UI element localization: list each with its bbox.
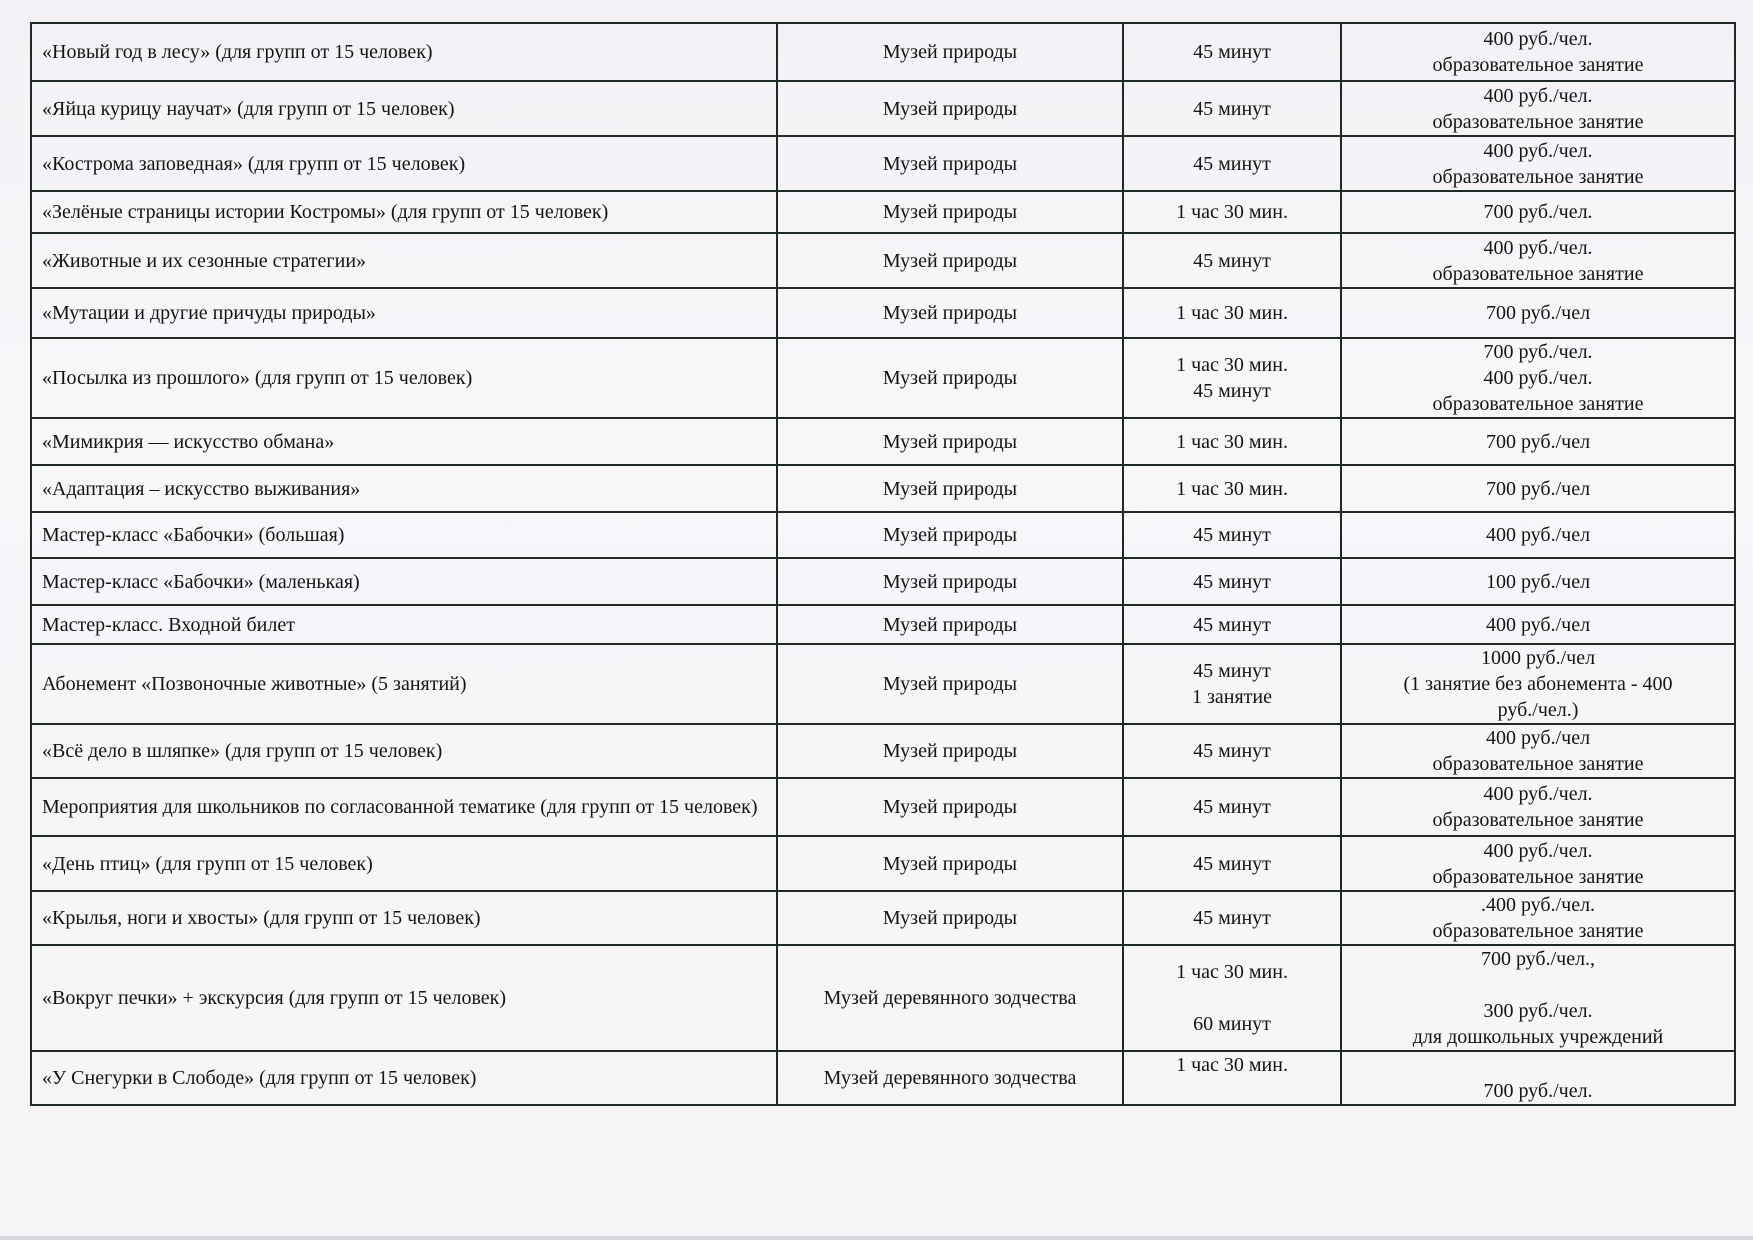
table-row [31,891,1735,945]
price-cell [1341,191,1735,233]
price-line: 300 руб./чел. [1483,1000,1593,1022]
price-cell [1341,778,1735,836]
duration-line: 45 минут [1193,41,1271,63]
program-name-cell: «Мимикрия — искусство обмана» [31,418,777,465]
museum-cell: Музей природы [777,724,1123,778]
table-row [31,512,1735,558]
duration-cell [1123,81,1341,136]
duration-line [1134,1078,1330,1104]
program-name-cell: «Крылья, ноги и хвосты» (для групп от 15 человек) [31,891,777,945]
table-row [31,836,1735,891]
price-line: образовательное занятие [1432,165,1644,188]
program-name-cell: «Адаптация – искусство выживания» [31,465,777,512]
table-row [31,136,1735,191]
duration-line [1134,985,1330,1011]
museum-cell: Музей природы [777,23,1123,81]
program-name-cell: «Новый год в лесу» (для групп от 15 человек) [31,23,777,81]
museum-cell: Музей природы [777,338,1123,418]
table-row [31,288,1735,338]
duration-line: 45 минут [1193,613,1271,636]
duration-cell [1123,1051,1341,1105]
price-line: образовательное занятие [1432,920,1644,942]
duration-cell [1123,945,1341,1051]
price-table-body [31,23,1735,1105]
duration-cell [1123,644,1341,724]
duration-line: 1 час 30 мин. [1176,477,1288,500]
duration-cell [1123,191,1341,233]
table-row [31,778,1735,836]
duration-cell [1123,23,1341,81]
duration-line: 45 минут [1193,660,1271,682]
duration-cell [1123,891,1341,945]
museum-cell: Музей природы [777,836,1123,891]
duration-line: 45 минут [1193,740,1271,762]
duration-line: 1 занятие [1192,686,1272,708]
duration-line: 1 час 30 мин. [1176,201,1288,223]
program-name-cell: Абонемент «Позвоночные животные» (5 занятий) [31,644,777,724]
duration-line: 45 минут [1193,570,1271,593]
duration-cell [1123,233,1341,288]
museum-cell: Музей природы [777,644,1123,724]
museum-cell: Музей природы [777,891,1123,945]
price-line: 400 руб./чел. [1483,139,1593,162]
price-line: образовательное занятие [1432,54,1644,76]
table-row [31,233,1735,288]
program-name-cell: «Вокруг печки» + экскурсия (для групп от 15 человек) [31,945,777,1051]
duration-line: 45 минут [1193,852,1271,875]
price-cell [1341,512,1735,558]
table-row [31,418,1735,465]
program-name-cell: «Животные и их сезонные стратегии» [31,233,777,288]
price-line: образовательное занятие [1432,753,1644,775]
duration-line: 45 минут [1193,524,1271,546]
duration-cell [1123,558,1341,605]
table-row [31,724,1735,778]
duration-line: 60 минут [1193,1013,1271,1035]
price-cell [1341,465,1735,512]
price-line: 700 руб./чел [1485,302,1591,324]
duration-line: 1 час 30 мин. [1176,961,1288,983]
table-row [31,23,1735,81]
museum-cell: Музей природы [777,778,1123,836]
duration-cell [1123,836,1341,891]
duration-line: 45 минут [1193,380,1271,402]
duration-cell [1123,512,1341,558]
price-cell [1341,724,1735,778]
duration-line: 45 минут [1193,796,1271,818]
price-cell [1341,338,1735,418]
duration-line: 45 минут [1193,249,1271,272]
price-line [1352,972,1724,998]
duration-line: 1 час 30 мин. [1176,302,1288,324]
price-line: 700 руб./чел [1485,477,1591,500]
table-row [31,81,1735,136]
price-cell [1341,136,1735,191]
price-cell [1341,23,1735,81]
price-cell [1341,644,1735,724]
table-row [31,191,1735,233]
price-line: 400 руб./чел. [1483,236,1593,259]
price-cell [1341,605,1735,644]
museum-cell: Музей природы [777,605,1123,644]
duration-line: 45 минут [1193,97,1271,120]
museum-cell: Музей природы [777,81,1123,136]
program-name-cell: «День птиц» (для групп от 15 человек) [31,836,777,891]
price-cell [1341,891,1735,945]
price-cell [1341,418,1735,465]
duration-cell [1123,724,1341,778]
price-line: 400 руб./чел [1485,727,1591,749]
museum-cell: Музей природы [777,465,1123,512]
price-line: 700 руб./чел. [1483,201,1593,223]
price-line: 400 руб./чел. [1483,84,1593,107]
museum-cell: Музей природы [777,558,1123,605]
program-name-cell: Мастер-класс «Бабочки» (большая) [31,512,777,558]
price-line: 700 руб./чел. [1483,1080,1593,1102]
price-line: 700 руб./чел [1485,430,1591,453]
price-line: 700 руб./чел., [1480,948,1596,970]
duration-line: 1 час 30 мин. [1176,1054,1288,1076]
program-name-cell: Мастер-класс «Бабочки» (маленькая) [31,558,777,605]
price-cell [1341,558,1735,605]
page-bottom-edge [0,1236,1753,1240]
museum-cell: Музей природы [777,418,1123,465]
program-name-cell: Мероприятия для школьников по согласованной тематике (для групп от 15 человек) [31,778,777,836]
duration-cell [1123,605,1341,644]
table-row [31,1051,1735,1105]
museum-cell: Музей природы [777,288,1123,338]
price-table [30,22,1736,1106]
program-name-cell: «Мутации и другие причуды природы» [31,288,777,338]
museum-cell: Музей природы [777,512,1123,558]
price-line [1352,1052,1724,1078]
price-cell [1341,81,1735,136]
price-line: образовательное занятие [1432,865,1644,888]
table-row [31,644,1735,724]
program-name-cell: «Яйца курицу научат» (для групп от 15 человек) [31,81,777,136]
program-name-cell: «Зелёные страницы истории Костромы» (для групп от 15 человек) [31,191,777,233]
price-line: образовательное занятие [1432,110,1644,133]
program-name-cell: «Посылка из прошлого» (для групп от 15 человек) [31,338,777,418]
duration-line: 45 минут [1193,907,1271,929]
price-cell [1341,1051,1735,1105]
museum-cell: Музей природы [777,233,1123,288]
duration-line: 45 минут [1193,152,1271,175]
duration-cell [1123,338,1341,418]
duration-cell [1123,418,1341,465]
price-line: 400 руб./чел. [1483,839,1593,862]
price-line: для дошкольных учреждений [1412,1026,1664,1048]
price-line: 700 руб./чел. [1483,341,1593,363]
price-line: (1 занятие без абонемента - 400 [1403,673,1673,695]
program-name-cell: «У Снегурки в Слободе» (для групп от 15 человек) [31,1051,777,1105]
duration-cell [1123,778,1341,836]
price-line: образовательное занятие [1432,809,1644,831]
duration-line: 1 час 30 мин. [1176,354,1288,376]
price-line: 400 руб./чел. [1483,367,1593,389]
price-line: руб./чел.) [1497,699,1579,721]
museum-cell: Музей природы [777,136,1123,191]
price-cell [1341,233,1735,288]
price-line: образовательное занятие [1432,262,1644,285]
price-line: 400 руб./чел [1485,524,1591,546]
table-row [31,338,1735,418]
duration-line: 1 час 30 мин. [1176,430,1288,453]
price-cell [1341,288,1735,338]
table-row [31,605,1735,644]
price-line: .400 руб./чел. [1480,894,1596,916]
program-name-cell: «Всё дело в шляпке» (для групп от 15 человек) [31,724,777,778]
price-line: 400 руб./чел. [1483,783,1593,805]
table-row [31,558,1735,605]
program-name-cell: «Кострома заповедная» (для групп от 15 человек) [31,136,777,191]
price-line: 400 руб./чел [1485,613,1591,636]
museum-cell: Музей деревянного зодчества [777,1051,1123,1105]
price-cell [1341,836,1735,891]
price-line: 1000 руб./чел [1480,647,1596,669]
price-line: 400 руб./чел. [1483,28,1593,50]
table-row [31,945,1735,1051]
table-row [31,465,1735,512]
museum-cell: Музей деревянного зодчества [777,945,1123,1051]
price-line: образовательное занятие [1432,393,1644,415]
duration-cell [1123,465,1341,512]
duration-cell [1123,136,1341,191]
museum-cell: Музей природы [777,191,1123,233]
duration-cell [1123,288,1341,338]
program-name-cell: Мастер-класс. Входной билет [31,605,777,644]
price-cell [1341,945,1735,1051]
price-line: 100 руб./чел [1485,570,1591,593]
